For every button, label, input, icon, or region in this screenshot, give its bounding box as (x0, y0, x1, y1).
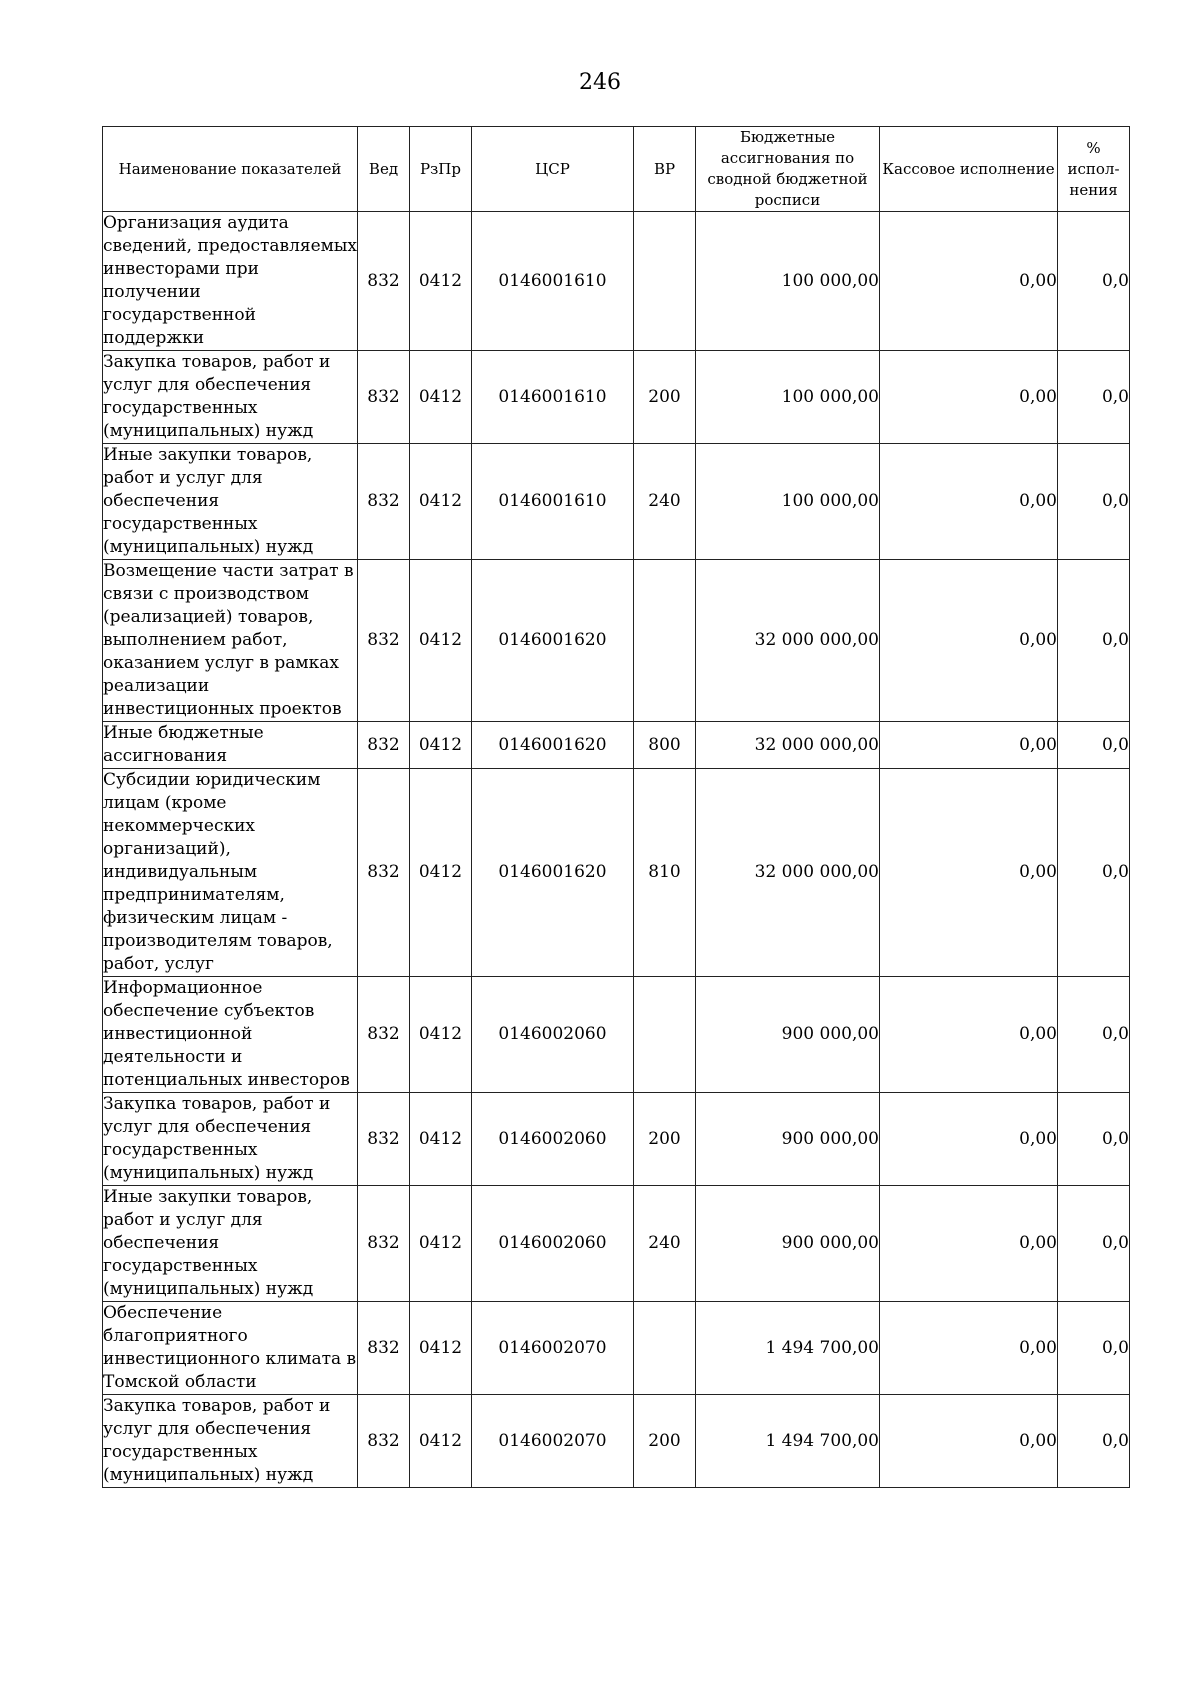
row-name: Закупка товаров, работ и услуг для обеспечения государственных (муниципальных) нужд (103, 1395, 358, 1488)
row-execution: 0,00 (880, 722, 1058, 769)
row-execution: 0,00 (880, 1395, 1058, 1488)
table-row (103, 1395, 1130, 1488)
row-vr (634, 1302, 696, 1395)
row-name: Закупка товаров, работ и услуг для обеспечения государственных (муниципальных) нужд (103, 1093, 358, 1186)
row-percent: 0,0 (1058, 560, 1130, 722)
table-row (103, 1302, 1130, 1395)
row-vr: 810 (634, 769, 696, 977)
row-execution: 0,00 (880, 1186, 1058, 1302)
row-assignments: 900 000,00 (696, 1093, 880, 1186)
row-percent: 0,0 (1058, 1395, 1130, 1488)
row-rzpr: 0412 (410, 722, 472, 769)
row-rzpr: 0412 (410, 212, 472, 351)
table-header-row (103, 127, 1130, 212)
row-assignments: 100 000,00 (696, 351, 880, 444)
row-csr: 0146001620 (472, 722, 634, 769)
row-name: Организация аудита сведений, предоставляемых инвесторами при получении государственной поддержки (103, 212, 358, 351)
row-csr: 0146002070 (472, 1302, 634, 1395)
row-csr: 0146001610 (472, 444, 634, 560)
row-ved: 832 (358, 722, 410, 769)
row-csr: 0146001610 (472, 212, 634, 351)
row-ved: 832 (358, 351, 410, 444)
row-ved: 832 (358, 444, 410, 560)
header-name: Наименование показателей (103, 127, 358, 212)
row-assignments: 1 494 700,00 (696, 1302, 880, 1395)
header-execution: Кассовое исполнение (880, 127, 1058, 212)
table-row (103, 212, 1130, 351)
table-row (103, 1093, 1130, 1186)
row-name: Иные бюджетные ассигнования (103, 722, 358, 769)
row-rzpr: 0412 (410, 769, 472, 977)
header-assignments: Бюджетные ассигнования по сводной бюджетной росписи (696, 127, 880, 212)
row-percent: 0,0 (1058, 1302, 1130, 1395)
row-vr: 800 (634, 722, 696, 769)
row-rzpr: 0412 (410, 1093, 472, 1186)
budget-table (102, 126, 1130, 1488)
row-name: Субсидии юридическим лицам (кроме некоммерческих организаций), индивидуальным предпринимателям, физическим лицам - производителям товаров, работ, услуг (103, 769, 358, 977)
table-row (103, 444, 1130, 560)
row-execution: 0,00 (880, 977, 1058, 1093)
row-csr: 0146001620 (472, 560, 634, 722)
table-body (103, 212, 1130, 1488)
table-row (103, 351, 1130, 444)
row-csr: 0146002060 (472, 1093, 634, 1186)
row-name: Возмещение части затрат в связи с производством (реализацией) товаров, выполнением работ, оказанием услуг в рамках реализации инвестиционных проектов (103, 560, 358, 722)
row-assignments: 900 000,00 (696, 1186, 880, 1302)
row-execution: 0,00 (880, 351, 1058, 444)
row-assignments: 100 000,00 (696, 444, 880, 560)
row-ved: 832 (358, 977, 410, 1093)
header-rzpr: РзПр (410, 127, 472, 212)
row-vr: 240 (634, 444, 696, 560)
row-vr (634, 212, 696, 351)
row-assignments: 32 000 000,00 (696, 560, 880, 722)
row-execution: 0,00 (880, 560, 1058, 722)
row-rzpr: 0412 (410, 560, 472, 722)
header-percent: % испол-нения (1058, 127, 1130, 212)
row-percent: 0,0 (1058, 977, 1130, 1093)
row-execution: 0,00 (880, 444, 1058, 560)
row-name: Информационное обеспечение субъектов инвестиционной деятельности и потенциальных инвесторов (103, 977, 358, 1093)
row-ved: 832 (358, 1302, 410, 1395)
row-name: Иные закупки товаров, работ и услуг для обеспечения государственных (муниципальных) нужд (103, 444, 358, 560)
row-name: Закупка товаров, работ и услуг для обеспечения государственных (муниципальных) нужд (103, 351, 358, 444)
row-percent: 0,0 (1058, 1093, 1130, 1186)
table-row (103, 722, 1130, 769)
row-assignments: 900 000,00 (696, 977, 880, 1093)
row-csr: 0146002060 (472, 977, 634, 1093)
row-ved: 832 (358, 212, 410, 351)
page-number: 246 (579, 70, 621, 95)
row-ved: 832 (358, 1093, 410, 1186)
row-execution: 0,00 (880, 1302, 1058, 1395)
row-ved: 832 (358, 560, 410, 722)
row-rzpr: 0412 (410, 351, 472, 444)
row-assignments: 100 000,00 (696, 212, 880, 351)
row-assignments: 32 000 000,00 (696, 769, 880, 977)
row-percent: 0,0 (1058, 722, 1130, 769)
header-csr: ЦСР (472, 127, 634, 212)
row-percent: 0,0 (1058, 444, 1130, 560)
table-row (103, 977, 1130, 1093)
row-rzpr: 0412 (410, 1395, 472, 1488)
row-ved: 832 (358, 769, 410, 977)
row-rzpr: 0412 (410, 1186, 472, 1302)
row-percent: 0,0 (1058, 212, 1130, 351)
row-vr: 240 (634, 1186, 696, 1302)
row-rzpr: 0412 (410, 444, 472, 560)
row-rzpr: 0412 (410, 977, 472, 1093)
row-assignments: 1 494 700,00 (696, 1395, 880, 1488)
header-vr: ВР (634, 127, 696, 212)
row-name: Обеспечение благоприятного инвестиционного климата в Томской области (103, 1302, 358, 1395)
row-ved: 832 (358, 1395, 410, 1488)
row-execution: 0,00 (880, 769, 1058, 977)
row-name: Иные закупки товаров, работ и услуг для обеспечения государственных (муниципальных) нужд (103, 1186, 358, 1302)
row-percent: 0,0 (1058, 351, 1130, 444)
table-row (103, 560, 1130, 722)
table-row (103, 1186, 1130, 1302)
row-vr (634, 560, 696, 722)
row-assignments: 32 000 000,00 (696, 722, 880, 769)
row-ved: 832 (358, 1186, 410, 1302)
table-row (103, 769, 1130, 977)
row-csr: 0146002060 (472, 1186, 634, 1302)
row-rzpr: 0412 (410, 1302, 472, 1395)
row-vr: 200 (634, 1093, 696, 1186)
row-percent: 0,0 (1058, 769, 1130, 977)
header-ved: Вед (358, 127, 410, 212)
row-csr: 0146001620 (472, 769, 634, 977)
row-vr: 200 (634, 1395, 696, 1488)
row-percent: 0,0 (1058, 1186, 1130, 1302)
row-csr: 0146001610 (472, 351, 634, 444)
row-csr: 0146002070 (472, 1395, 634, 1488)
row-execution: 0,00 (880, 1093, 1058, 1186)
row-execution: 0,00 (880, 212, 1058, 351)
row-vr (634, 977, 696, 1093)
row-vr: 200 (634, 351, 696, 444)
